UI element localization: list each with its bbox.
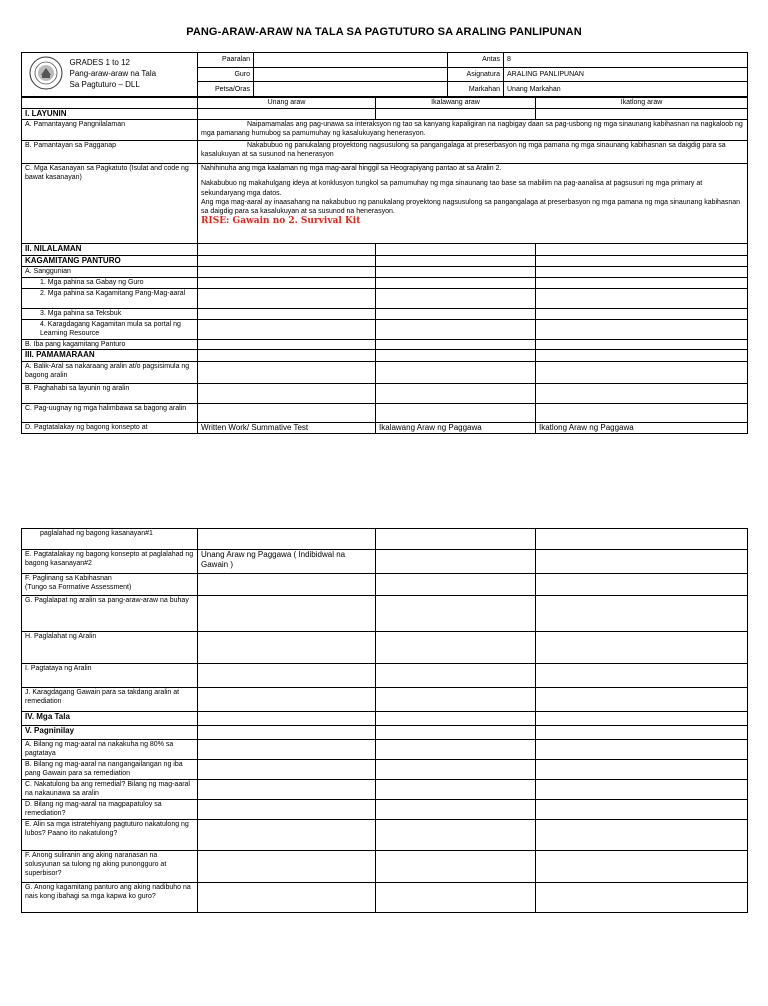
blank-header-cell bbox=[22, 98, 198, 109]
markahan-value[interactable]: Unang Markahan bbox=[504, 82, 748, 97]
kagamitang-panturo-heading: KAGAMITANG PANTURO bbox=[22, 255, 198, 266]
paaralan-label: Paaralan bbox=[198, 53, 254, 68]
unang-araw-paggawa-cell: Unang Araw ng Paggawa ( Indibidwal na Gawain ) bbox=[198, 550, 376, 574]
antas-label: Antas bbox=[448, 53, 504, 68]
paglalahat-label: H. Paglalahat ng Aralin bbox=[22, 632, 198, 664]
kasanayan-text-2: Nakabubuo ng makahulgang ideya at konklusyon tungkol sa pamumuhay ng mga sinaunang tao base sa mabilim na pag-aanalisa at pagsusuri ng mga primary at sekundaryang mga datos. bbox=[201, 180, 703, 197]
pagtataya-label: I. Pagtataya ng Aralin bbox=[22, 664, 198, 688]
pamantayang-pangnilalaman-label: A. Pamantayang Pangnilalaman bbox=[22, 120, 198, 141]
teksbuk-label: 3. Mga pahina sa Teksbuk bbox=[22, 309, 198, 320]
reflection-e-label: E. Alin sa mga istratehiyang pagtuturo nakatulong ng lubos? Paano ito nakatulong? bbox=[22, 820, 198, 851]
asignatura-label: Asignatura bbox=[448, 67, 504, 82]
written-work-cell: Written Work/ Summative Test bbox=[198, 422, 376, 433]
rise-activity: RISE: Gawain no 2. Survival Kit bbox=[201, 215, 361, 226]
guro-label: Guro bbox=[198, 67, 254, 82]
ikalawang-araw-paggawa-cell: Ikalawang Araw ng Paggawa bbox=[376, 422, 536, 433]
markahan-label: Markahan bbox=[448, 82, 504, 97]
header-table bbox=[21, 52, 748, 97]
paaralan-field[interactable] bbox=[254, 53, 448, 68]
deped-seal-icon bbox=[29, 56, 63, 90]
school-info: GRADES 1 to 12 Pang-araw-araw na Tala Sa Pagtuturo – DLL bbox=[66, 53, 198, 97]
dll-table-page2 bbox=[21, 528, 748, 913]
asignatura-value[interactable]: ARALING PANLIPUNAN bbox=[504, 67, 748, 82]
kasanayan-text-1: Nahihinuha ang mga kaalaman ng mga mag-aaral hinggil sa Heograpiyang pantao at sa Aralin 2. bbox=[201, 165, 502, 173]
guro-field[interactable] bbox=[254, 67, 448, 82]
kasanayan-label: C. Mga Kasanayan sa Pagkatuto (Isulat and code ng bawat kasanayan) bbox=[22, 164, 198, 244]
day2-header: Ikalawang araw bbox=[376, 98, 536, 109]
paglalapat-label: G. Paglalapat ng aralin sa pang-araw-araw na buhay bbox=[22, 596, 198, 632]
page-title: PANG-ARAW-ARAW NA TALA SA PAGTUTURO SA ARALING PANLIPUNAN bbox=[186, 26, 582, 38]
kagamitang-pang-mag-aaral-label: 2. Mga pahina sa Kagamitang Pang-Mag-aaral bbox=[22, 289, 198, 309]
reflection-a-label: A. Bilang ng mag-aaral na nakakuha ng 80% sa pagtataya bbox=[22, 740, 198, 760]
balik-aral-label: A. Balik-Aral sa nakaraang aralin at/o pagsisimula ng bagong aralin bbox=[22, 361, 198, 383]
paghahabi-label: B. Paghahabi sa layunin ng aralin bbox=[22, 383, 198, 403]
pagtatalakay-1-label: D. Pagtatalakay ng bagong konsepto at bbox=[22, 422, 198, 433]
iba-pang-kagamitan-label: B. Iba pang kagamitang Panturo bbox=[22, 340, 198, 350]
kasanayan-text bbox=[198, 164, 748, 244]
karagdagang-gawain-label: J. Karagdagang Gawain para sa takdang aralin at remediation bbox=[22, 688, 198, 712]
petsa-label: Petsa/Oras bbox=[198, 82, 254, 97]
kasanayan-text-3: Ang mga mag-aaral ay inaasahang na nakabubuo ng panukalang proyektong nagsusulong sa pangangalaga at preserbasyon ng mga pamana ng mga sinaunang kabihasnan sa daigdig para sa kasalukuyan at sa susunod na henerasyon. bbox=[201, 198, 741, 215]
pagtatalakay-2-label: E. Pagtatalakay ng bagong konsepto at paglalahad ng bagong kasanayan#2 bbox=[22, 550, 198, 574]
reflection-d-label: D. Bilang ng mag-aaral na magpapatuloy sa remediation? bbox=[22, 800, 198, 820]
seal-cell bbox=[22, 53, 66, 97]
antas-value[interactable]: 8 bbox=[504, 53, 748, 68]
dll-table-page1 bbox=[21, 97, 748, 434]
pamamaraan-heading: III. PAMAMARAAN bbox=[22, 350, 198, 361]
day1-header: Unang araw bbox=[198, 98, 376, 109]
pamantayang-pangnilalaman-text: Naipamamalas ang pag-unawa sa interaksyon ng tao sa kanyang kapaligiran na nagbigay daan sa pag-usbong ng mga sinaunang kabihasnan na nagkaloob ng mga pamanang humubog sa pamumuhay ng kasalukuyang henerasyon. bbox=[198, 120, 748, 141]
ikatlong-araw-paggawa-cell: Ikatlong Araw ng Paggawa bbox=[536, 422, 748, 433]
reflection-b-label: B. Bilang ng mag-aaral na nangangailangan ng iba pang Gawain para sa remediation bbox=[22, 760, 198, 780]
petsa-field[interactable] bbox=[254, 82, 448, 97]
sanggunian-label: A. Sanggunian bbox=[22, 267, 198, 278]
paglinang-label: F. Paglinang sa Kabihasnan (Tungo sa Formative Assessment) bbox=[22, 574, 198, 596]
gabay-ng-guro-label: 1. Mga pahina sa Gabay ng Guro bbox=[22, 278, 198, 289]
reflection-f-label: F. Anong suliranin ang aking naranasan na solusyunan sa tulong ng aking punongguro at superbisor? bbox=[22, 851, 198, 883]
layunin-heading: I. LAYUNIN bbox=[22, 109, 198, 120]
reflection-g-label: G. Anong kagamitang panturo ang aking nadibuho na nais kong ibahagi sa mga kapwa ko guro? bbox=[22, 883, 198, 913]
day3-header: Ikatlong araw bbox=[536, 98, 748, 109]
pag-uugnay-label: C. Pag-uugnay ng mga halimbawa sa bagong aralin bbox=[22, 403, 198, 422]
nilalaman-heading: II. NILALAMAN bbox=[22, 244, 198, 255]
mga-tala-heading: IV. Mga Tala bbox=[22, 712, 198, 726]
learning-resource-label: 4. Karagdagang Kagamitan mula sa portal ng Learning Resource bbox=[22, 320, 198, 340]
pamantayan-sa-pagganap-text: Nakabubuo ng panukalang proyektong nagsusulong sa pangangalaga at preserbasyon ng mga pamana ng mga sinaunang kabihasnan sa daigdig para sa kasalukuyan at sa susunod na henerasyon bbox=[198, 141, 748, 164]
pagninilay-heading: V. Pagninilay bbox=[22, 726, 198, 740]
pamantayan-sa-pagganap-label: B. Pamantayan sa Pagganap bbox=[22, 141, 198, 164]
reflection-c-label: C. Nakatulong ba ang remedial? Bilang ng mag-aaral na nakaunawa sa aralin bbox=[22, 780, 198, 800]
pagtatalakay-1-continued: paglalahad ng bagong kasanayan#1 bbox=[22, 529, 198, 550]
